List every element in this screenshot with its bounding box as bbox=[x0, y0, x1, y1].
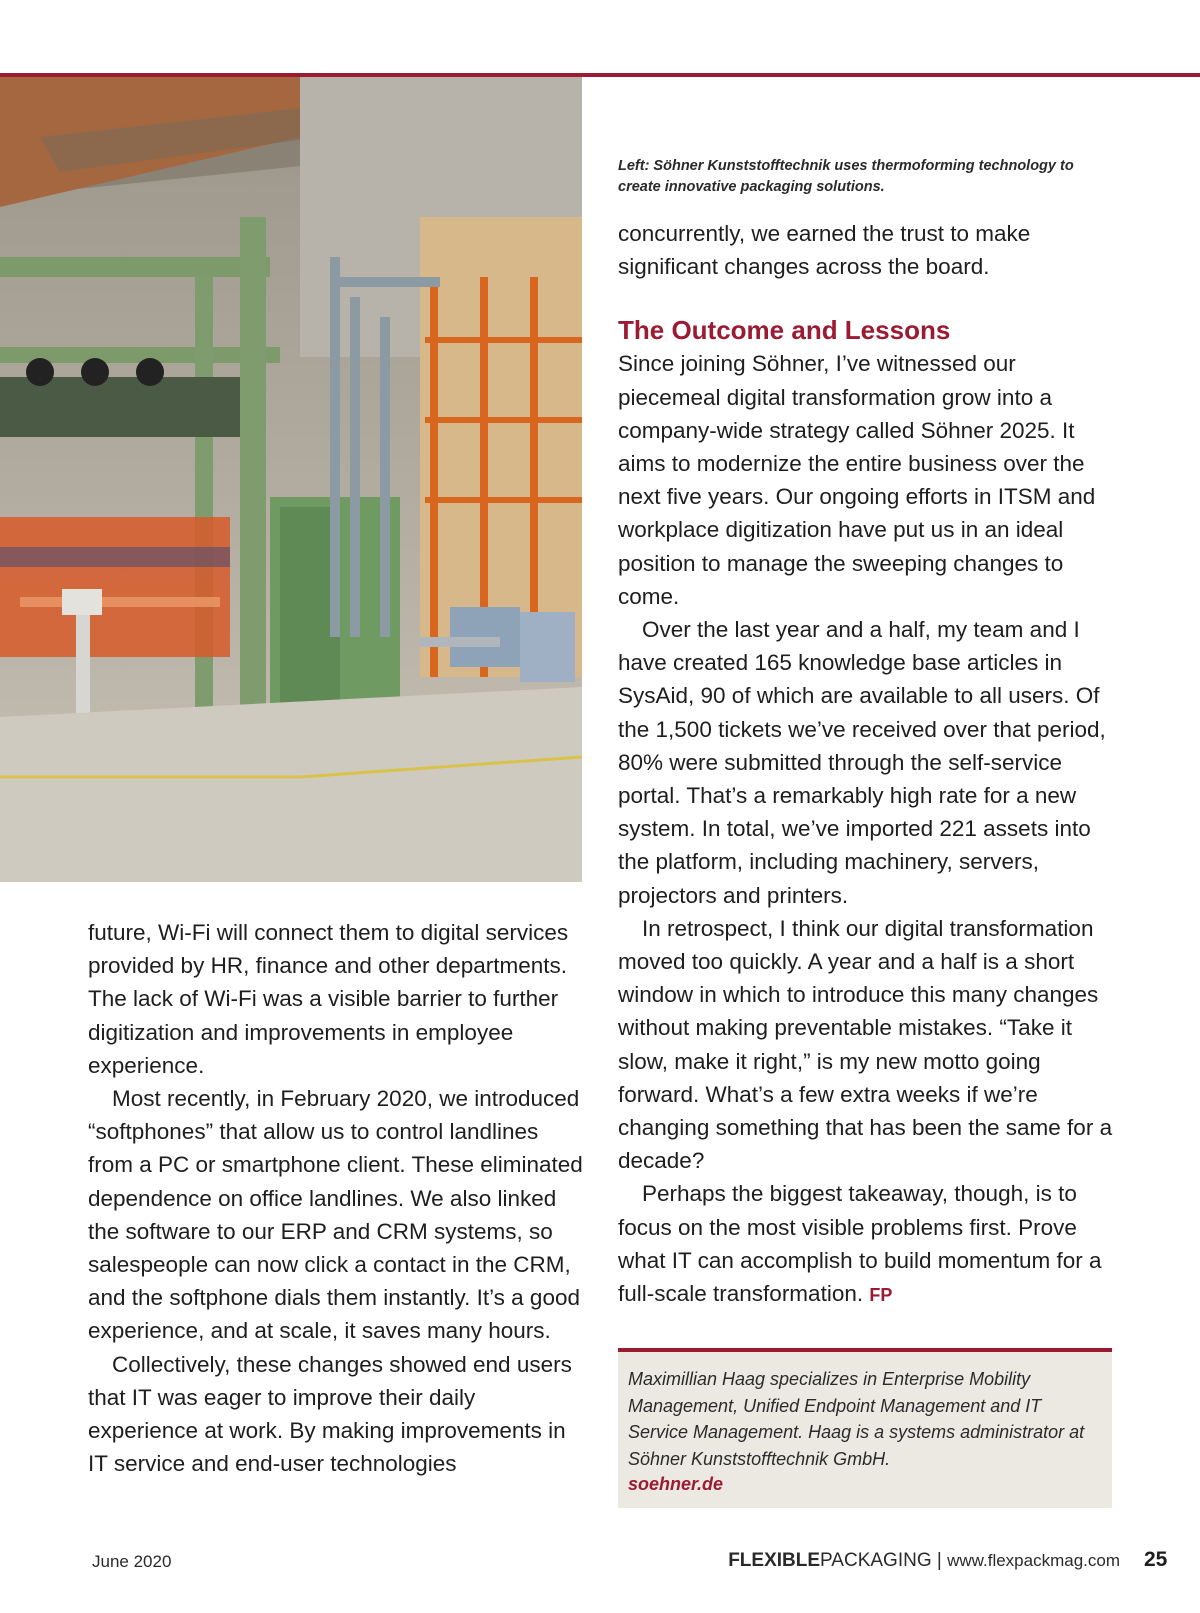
footer-url[interactable]: www.flexpackmag.com bbox=[947, 1551, 1120, 1570]
paragraph bbox=[618, 1177, 1118, 1312]
footer-brand bbox=[728, 1550, 1120, 1572]
author-website-link[interactable]: soehner.de bbox=[628, 1474, 724, 1494]
photo-caption: Left: Söhner Kunststofftechnik uses thermoforming technology to create innovative packaging solutions. bbox=[618, 158, 1074, 195]
paragraph: future, Wi-Fi will connect them to digital services provided by HR, finance and other departments. The lack of Wi-Fi was a visible barrier to further digitization and improvements in employee experience. bbox=[88, 920, 569, 1078]
factory-photo bbox=[0, 77, 582, 882]
author-bio-box bbox=[618, 1348, 1112, 1508]
issue-date: June 2020 bbox=[92, 1552, 172, 1571]
paragraph: In retrospect, I think our digital transformation moved too quickly. A year and a half is a short window in which to introduce this many changes without making preventable mistakes. “Take it slow, make it right,” is my new motto going forward. What’s a few extra weeks if we’re changing something that has been the same for a decade? bbox=[618, 915, 1113, 1174]
paragraph: Over the last year and a half, my team and I have created 165 knowledge base articles in SysAid, 90 of which are available to all users. Of the 1,500 tickets we’ve received over that period, 80% were submitted through the self-service portal. That’s a remarkably high rate for a new system. In total, we’ve imported 221 assets into the platform, including machinery, servers, projectors and printers. bbox=[618, 617, 1106, 908]
brand-light: PACKAGING bbox=[820, 1550, 932, 1571]
paragraph: Most recently, in February 2020, we introduced “softphones” that allow us to control landlines from a PC or smartphone client. These eliminated dependence on office landlines. We also linked the software to our ERP and CRM systems, so salespeople can now click a contact in the CRM, and the softphone dials them instantly. It’s a good experience, and at scale, it saves many hours. bbox=[88, 1086, 583, 1344]
end-mark: FP bbox=[869, 1285, 893, 1306]
page-number: 25 bbox=[1144, 1548, 1168, 1571]
section-heading: The Outcome and Lessons bbox=[618, 315, 951, 346]
left-column bbox=[88, 916, 588, 1480]
thermoforming-machine-illustration bbox=[0, 77, 582, 882]
author-bio: Maximillian Haag specializes in Enterprise Mobility Management, Unified Endpoint Management and IT Service Management. Haag is a systems administrator at Söhner Kunststofftechnik GmbH. bbox=[628, 1369, 1085, 1469]
right-column bbox=[618, 217, 1118, 1312]
brand-bold: FLEXIBLE bbox=[728, 1550, 821, 1571]
paragraph: concurrently, we earned the trust to make significant changes across the board. bbox=[618, 221, 1031, 280]
paragraph: Since joining Söhner, I’ve witnessed our piecemeal digital transformation grow into a company-wide strategy called Söhner 2025. It aims to modernize the entire business over the next five years. Our ongoing efforts in ITSM and workplace digitization have put us in an ideal position to manage the sweeping changes to come. bbox=[618, 351, 1096, 609]
paragraph-text: Perhaps the biggest takeaway, though, is to focus on the most visible problems first. Prove what IT can accomplish to build momentum for a full-scale transformation. bbox=[618, 1181, 1102, 1307]
footer-separator: | bbox=[936, 1550, 942, 1571]
paragraph: Collectively, these changes showed end users that IT was eager to improve their daily experience at work. By making improvements in IT service and end-user technologies bbox=[88, 1351, 572, 1477]
